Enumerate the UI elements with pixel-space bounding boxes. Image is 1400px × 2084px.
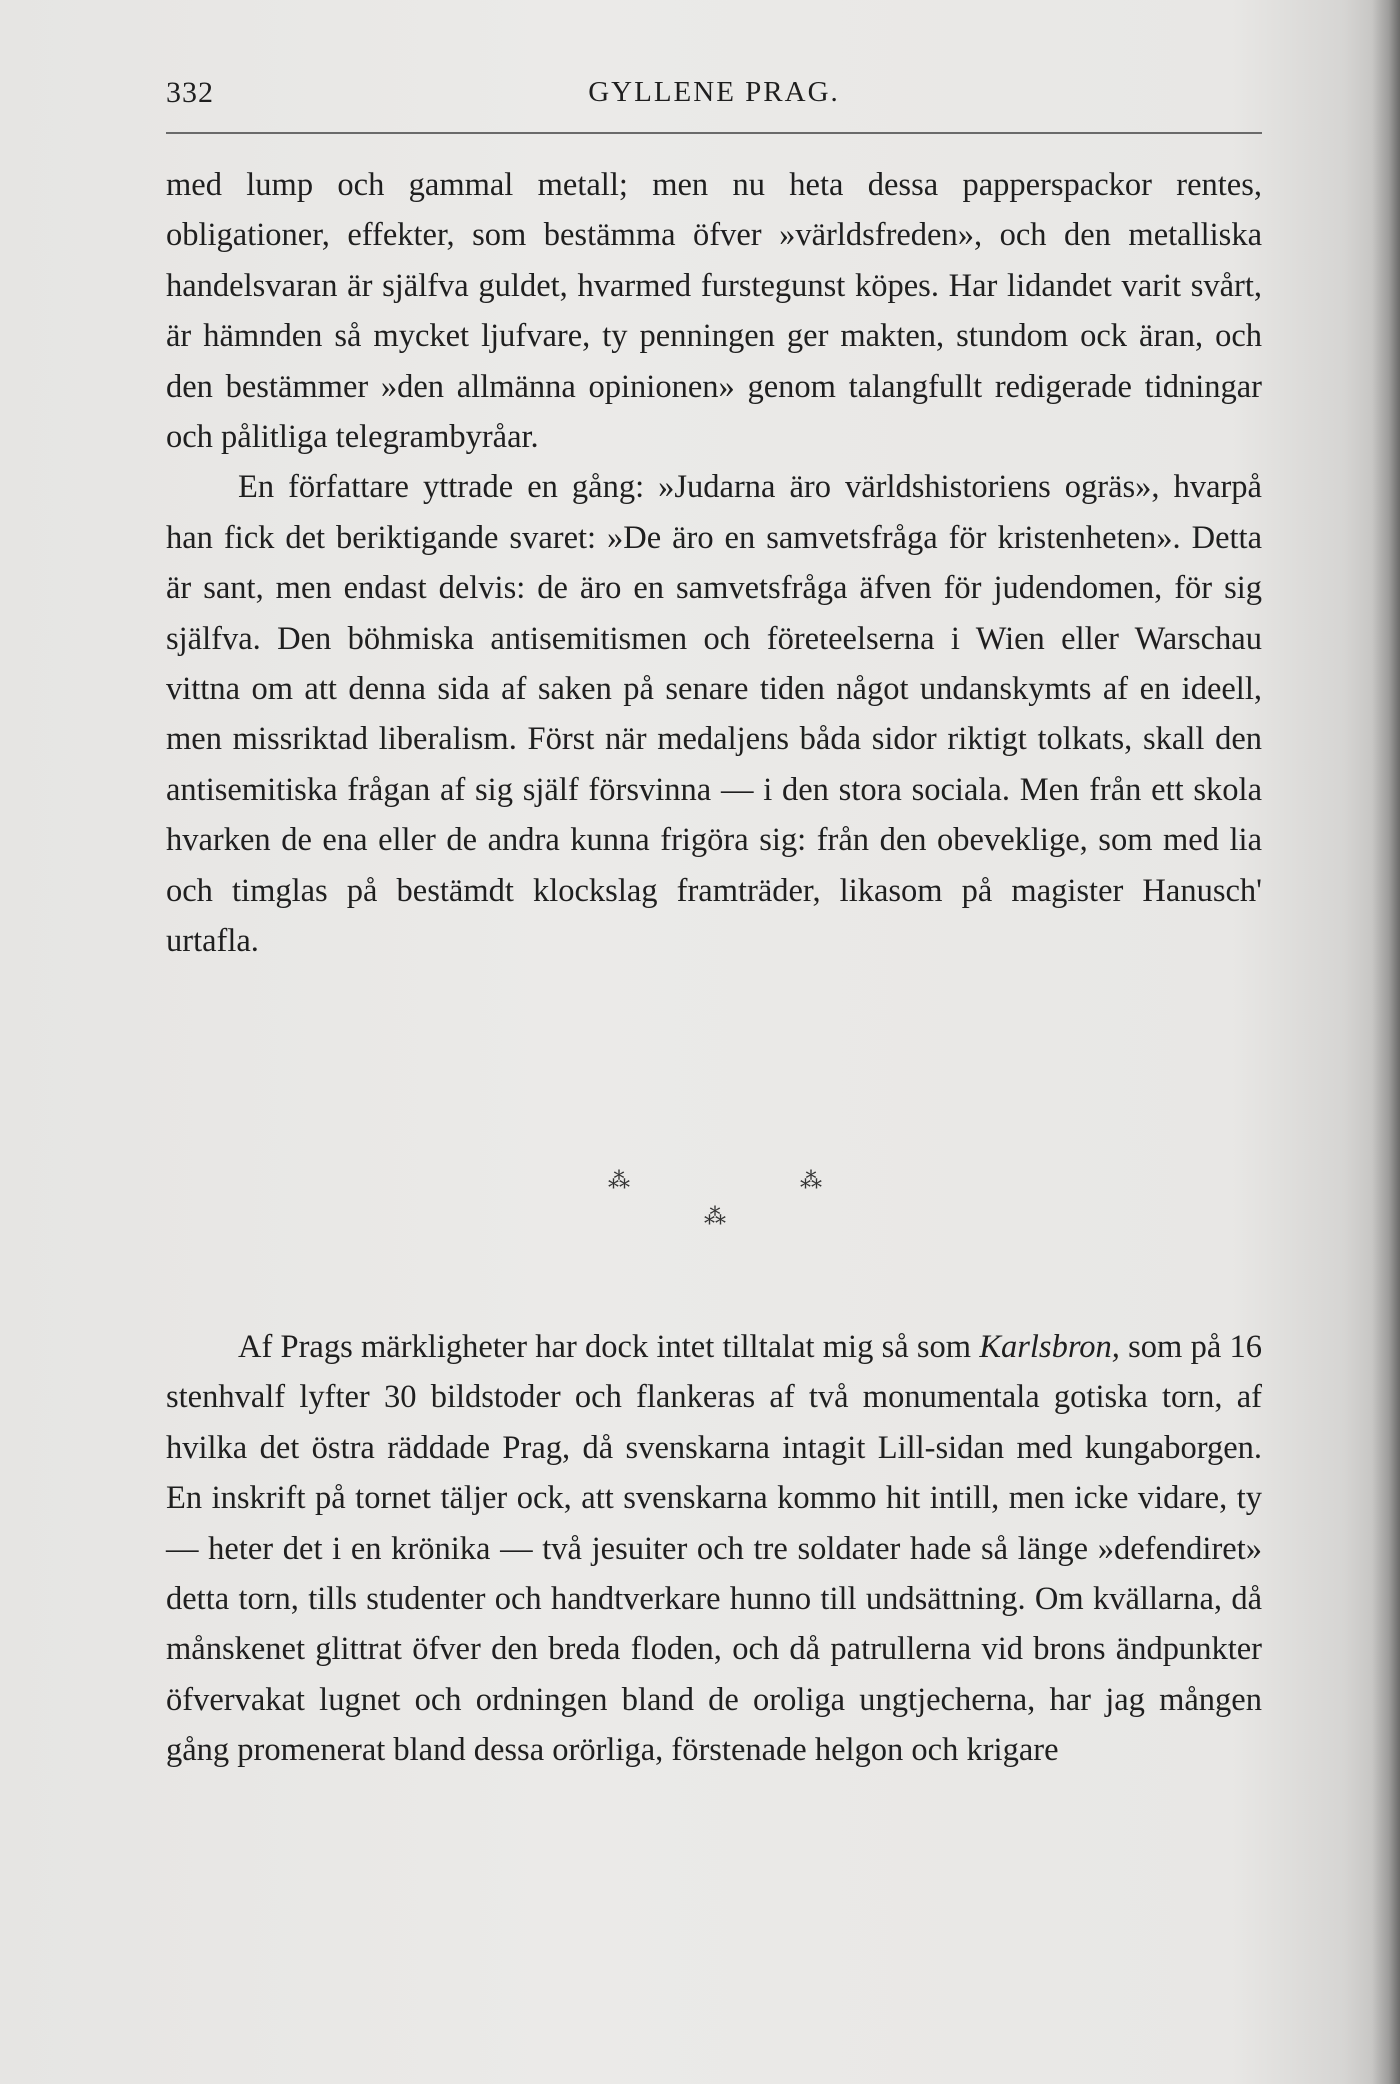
asterism-center: ⁂ (704, 1204, 726, 1229)
page-header (166, 76, 1262, 120)
paragraph-1: med lump och gammal metall; men nu heta dessa papperspackor rentes, obligationer, effekter, som bestämma öfver »världsfreden», och den metalliska handelsvaran är själfva guldet, hvarmed furstegunst köpes. Har lidandet varit svårt, är hämnden så mycket ljufvare, ty penningen ger makten, stundom ock äran, och den bestämmer »den allmänna opinionen» genom talangfullt redigerade tidningar och pålitliga telegrambyråar. (166, 167, 1262, 456)
section-break-asterism (560, 1160, 860, 1240)
paragraph-3 (166, 1322, 1262, 1776)
paragraph-2: En författare yttrade en gång: »Judarna äro världshistoriens ogräs», hvarpå han fick det beriktigande svaret: »De äro en samvetsfråga för kristenheten». Detta är sant, men endast delvis: de äro en samvetsfråga äfven för judendomen, för sig själfva. Den böhmiska antisemitismen och företeelserna i Wien eller Warschau vittna om att denna sida af saken på senare tiden något undanskymts af en ideell, men missriktad liberalism. Först när medaljens båda sidor riktigt tolkats, skall den antisemitiska frågan af sig själf försvinna — i den stora sociala. Men från ett skola hvarken de ena eller de andra kunna frigöra sig: från den obeveklige, som med lia och timglas på bestämdt klockslag framträder, likasom på magister Hanusch' urtafla. (166, 469, 1262, 960)
paragraph-3-start: Af Prags märkligheter har dock intet tilltalat mig så som (238, 1329, 972, 1365)
running-title: GYLLENE PRAG. (588, 76, 840, 108)
asterism-left: ⁂ (608, 1168, 630, 1193)
karlsbron-italic: Karlsbron, (979, 1329, 1120, 1365)
text-block-2 (166, 1322, 1262, 1776)
asterism-right: ⁂ (800, 1168, 822, 1193)
text-block-1 (166, 160, 1262, 967)
page-edge-shadow (1372, 0, 1400, 2084)
header-rule (166, 132, 1262, 134)
page-number: 332 (166, 76, 214, 109)
paragraph-3-rest: som på 16 stenhvalf lyfter 30 bildstoder och flankeras af två monumentala gotiska torn, af hvilka det östra räddade Prag, då svenskarna intagit Lill-sidan med kungaborgen. En inskrift på tornet täljer ock, att svenskarna kommo hit intill, men icke vidare, ty — heter det i en krönika — två jesuiter och tre soldater hade så länge »defendiret» detta torn, tills studenter och handtverkare hunno till undsättning. Om kvällarna, då månskenet glittrat öfver den breda floden, och då patrullerna vid brons ändpunkter öfvervakat lugnet och ordningen bland de oroliga ungtjecherna, har jag mången gång promenerat bland dessa orörliga, förstenade helgon och krigare (166, 1329, 1263, 1769)
